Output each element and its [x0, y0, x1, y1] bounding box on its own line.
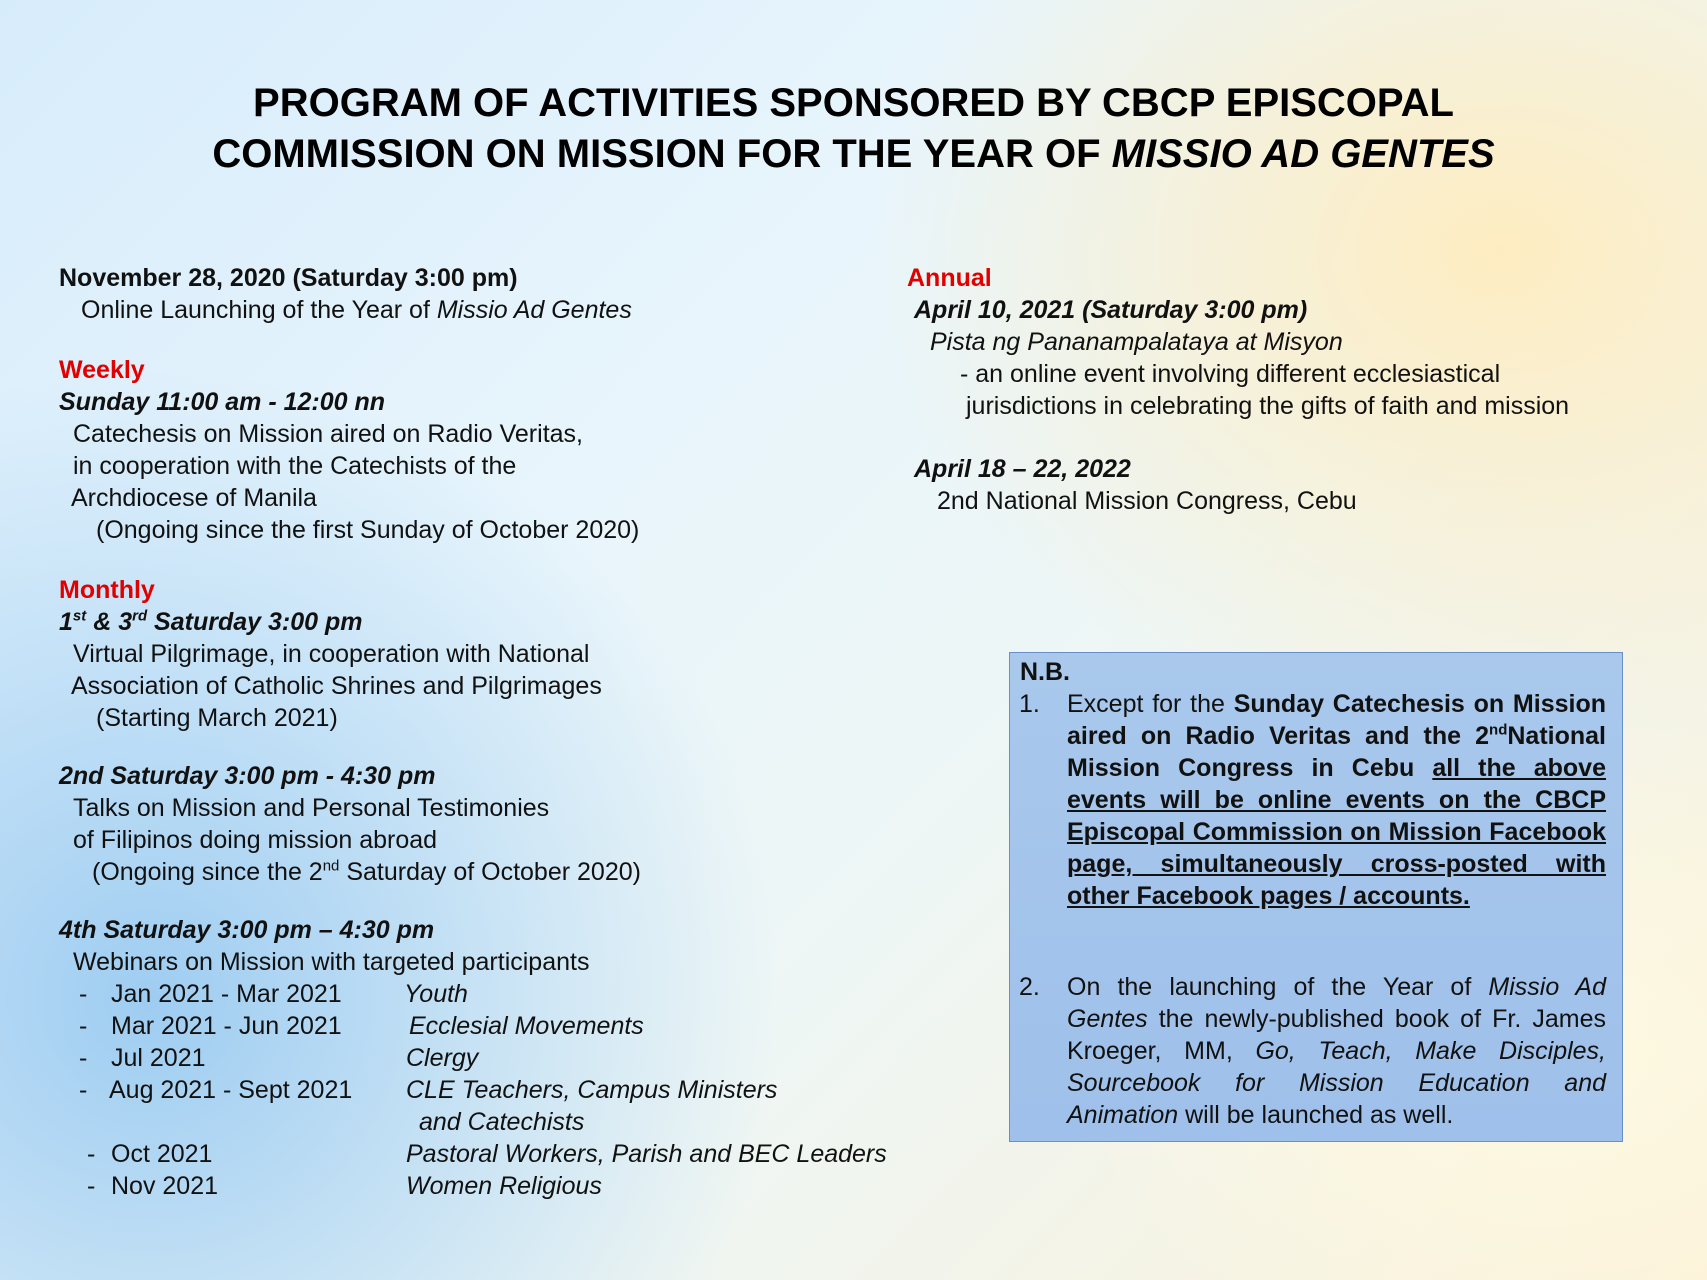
ft-t2: & 3	[86, 608, 133, 636]
schedule-row	[59, 1106, 939, 1138]
ongoing-a: (Ongoing since the 2	[92, 858, 323, 886]
schedule-dash: -	[87, 1172, 96, 1200]
schedule-dash: -	[87, 1140, 96, 1168]
nb2-b: Missio Ad Gentes	[1067, 973, 1606, 1033]
weekly-time: Sunday 11:00 am - 12:00 nn	[59, 388, 386, 416]
launch-section	[59, 262, 632, 326]
ft-sup1: st	[72, 607, 87, 625]
launch-description	[59, 294, 632, 326]
nb2-a: On the launching of the Year of	[1067, 973, 1489, 1001]
annual-event1-desc: - an online event involving different ecclesiastical	[960, 360, 1501, 388]
title-line-2-prefix: COMMISSION ON MISSION FOR THE YEAR OF	[212, 132, 1112, 176]
title-line-1: PROGRAM OF ACTIVITIES SPONSORED BY CBCP EPISCOPAL	[253, 81, 1454, 125]
second-saturday-section	[59, 760, 641, 888]
launch-desc-italic: Missio Ad Gentes	[436, 296, 632, 324]
schedule-period: Oct 2021	[111, 1140, 213, 1168]
nota-bene-box	[1009, 652, 1623, 1142]
nb-item1-text	[1067, 688, 1606, 912]
schedule-row	[59, 1042, 939, 1074]
nb2-d: Go, Teach, Make Disciples, Sourcebook for Mission Education and Animation	[1067, 1037, 1606, 1129]
nb-item2-text	[1067, 971, 1606, 1131]
monthly-line: Virtual Pilgrimage, in cooperation with National	[73, 640, 590, 668]
schedule-dash: -	[79, 1044, 88, 1072]
schedule-period: Nov 2021	[111, 1172, 219, 1200]
ongoing-sup: nd	[322, 857, 340, 875]
launch-date: November 28, 2020 (Saturday 3:00 pm)	[59, 264, 518, 292]
weekly-line: Catechesis on Mission aired on Radio Veritas,	[73, 420, 583, 448]
schedule-group: Ecclesial Movements	[409, 1012, 644, 1040]
annual-event2	[914, 453, 1357, 517]
webinar-schedule	[59, 978, 939, 1202]
second-saturday-ongoing	[59, 856, 641, 888]
nb1-b: Sunday Catechesis on Mission aired on Radio Veritas and the 2	[1067, 690, 1606, 750]
schedule-group: and Catechists	[419, 1108, 585, 1136]
monthly-line: Association of Catholic Shrines and Pilgrimages	[71, 672, 602, 700]
fourth-saturday-time: 4th Saturday 3:00 pm – 4:30 pm	[59, 916, 435, 944]
annual-section	[907, 262, 1569, 422]
launch-desc-prefix: Online Launching of the Year of	[81, 296, 437, 324]
annual-event1-date: April 10, 2021 (Saturday 3:00 pm)	[914, 296, 1308, 324]
ft-sup2: rd	[132, 607, 148, 625]
title-line-2-italic: MISSIO AD GENTES	[1111, 132, 1495, 176]
schedule-dash: -	[79, 980, 88, 1008]
second-saturday-line: of Filipinos doing mission abroad	[73, 826, 438, 854]
nb-item2-number: 2.	[1019, 973, 1040, 1001]
fourth-saturday-section	[59, 914, 939, 1202]
annual-event1-name: Pista ng Pananampalataya at Misyon	[930, 328, 1343, 356]
schedule-period: Jul 2021	[111, 1044, 206, 1072]
schedule-row	[59, 1170, 939, 1202]
schedule-row	[59, 1074, 939, 1106]
nb1-a: Except for the	[1067, 690, 1234, 718]
schedule-group: Clergy	[406, 1044, 479, 1072]
nb1-sup: nd	[1489, 721, 1508, 739]
second-saturday-line: Talks on Mission and Personal Testimonies	[73, 794, 550, 822]
page-title	[0, 78, 1707, 180]
weekly-line: Archdiocese of Manila	[71, 484, 317, 512]
annual-heading: Annual	[907, 264, 992, 292]
weekly-ongoing: (Ongoing since the first Sunday of October 2020)	[96, 516, 640, 544]
weekly-section	[59, 354, 639, 546]
annual-event2-date: April 18 – 22, 2022	[914, 455, 1131, 483]
nb2-e: will be launched as well.	[1178, 1101, 1454, 1129]
schedule-row	[59, 1010, 939, 1042]
schedule-dash: -	[79, 1012, 88, 1040]
schedule-group: Pastoral Workers, Parish and BEC Leaders	[406, 1140, 887, 1168]
nb2-c: the newly-published book of Fr. James Kroeger, MM,	[1067, 1005, 1606, 1065]
second-saturday-time: 2nd Saturday 3:00 pm - 4:30 pm	[59, 762, 436, 790]
ft-t3: Saturday 3:00 pm	[147, 608, 363, 636]
schedule-group: CLE Teachers, Campus Ministers	[406, 1076, 778, 1104]
schedule-group: Women Religious	[406, 1172, 602, 1200]
schedule-row	[59, 978, 939, 1010]
schedule-group: Youth	[404, 980, 468, 1008]
annual-event1-desc: jurisdictions in celebrating the gifts of faith and mission	[966, 392, 1570, 420]
weekly-line: in cooperation with the Catechists of the	[73, 452, 517, 480]
schedule-dash: -	[79, 1076, 88, 1104]
monthly-line: (Starting March 2021)	[96, 704, 338, 732]
schedule-period: Jan 2021 - Mar 2021	[111, 980, 342, 1008]
nb1-d: all the above events will be online events on the CBCP Episcopal Commission on Mission Facebook page, simultaneously cross-posted with other Facebook pages / accounts.	[1067, 754, 1606, 910]
schedule-row	[59, 1138, 939, 1170]
monthly-heading: Monthly	[59, 576, 155, 604]
ongoing-b: Saturday of October 2020)	[339, 858, 641, 886]
weekly-heading: Weekly	[59, 356, 145, 384]
nb-heading: N.B.	[1020, 658, 1070, 686]
monthly-first-third-time	[59, 606, 602, 638]
ft-t1: 1	[59, 608, 73, 636]
schedule-period: Aug 2021 - Sept 2021	[109, 1076, 353, 1104]
schedule-period: Mar 2021 - Jun 2021	[111, 1012, 342, 1040]
title-line-2	[0, 129, 1707, 180]
monthly-section	[59, 574, 602, 734]
nb1-c: National Mission Congress in Cebu	[1067, 722, 1606, 782]
annual-event2-name: 2nd National Mission Congress, Cebu	[937, 487, 1357, 515]
fourth-saturday-intro: Webinars on Mission with targeted participants	[73, 948, 590, 976]
nb-item1-number: 1.	[1019, 690, 1040, 718]
